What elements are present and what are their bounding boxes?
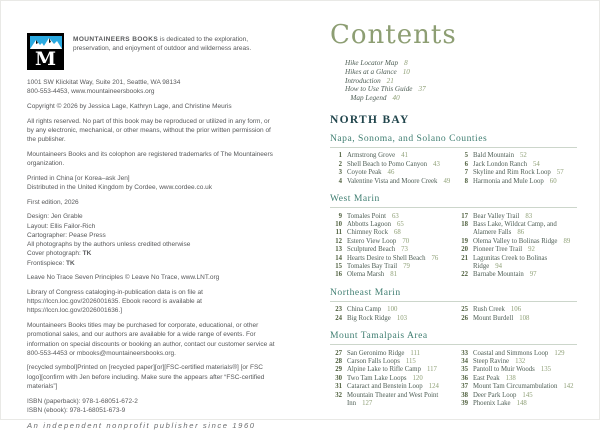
hike-page: 86: [517, 229, 525, 237]
hike-page: 111: [410, 349, 421, 357]
front-matter-title: Introduction: [345, 76, 381, 85]
hike-number: 17: [461, 212, 468, 220]
isbn-ebook: ISBN (ebook): 978-1-68051-673-9: [27, 406, 126, 414]
hike-number: 29: [335, 366, 342, 374]
hike-title: Chimney Rock: [347, 229, 388, 237]
toc-entry: [456, 169, 577, 177]
publisher-name: MOUNTAINEERS BOOKS: [73, 36, 159, 43]
hike-number: 33: [461, 349, 468, 357]
hike-number: 13: [335, 246, 342, 254]
front-matter-page: 40: [392, 94, 400, 103]
front-matter-item: [345, 59, 577, 68]
hike-title: Mount Burdell: [473, 314, 514, 322]
hike-page: 81: [390, 271, 397, 279]
hike-title: Tomales Point: [347, 212, 386, 220]
hike-title: Tomales Bay Trail: [347, 263, 398, 271]
hike-title: Coyote Peak: [347, 169, 382, 177]
address-line-1: 1001 SW Klickitat Way, Suite 201, Seattle, WA 98134: [27, 79, 181, 86]
toc-entry: [330, 263, 456, 271]
hike-title: Abbotts Lagoon: [347, 221, 391, 229]
section-heading: Mount Tamalpais Area: [330, 330, 428, 342]
contents-page: [300, 0, 600, 420]
hike-page: 68: [393, 229, 401, 237]
hike-title: Coastal and Simmons Loop: [473, 349, 549, 357]
toc-entry: [456, 315, 577, 323]
hike-page: 106: [510, 306, 522, 314]
rights-paragraph: All rights reserved. No part of this book may be reproduced or utilized in any form, or by any electronic, mechanical, or other means, without the prior written permission of the publisher.: [27, 117, 271, 144]
hike-page: 76: [431, 254, 439, 262]
hike-number: 2: [338, 160, 342, 168]
hike-page: 70: [402, 237, 410, 245]
hike-title: Olema Valley to Bolinas Ridge: [473, 237, 558, 245]
front-matter-page: 21: [386, 76, 394, 85]
toc-column-left: [330, 350, 456, 409]
toc-entry: [456, 350, 577, 358]
toc-entry: [456, 400, 577, 408]
hike-title: Harmonia and Mule Loop: [473, 177, 544, 185]
toc-entry: [330, 375, 456, 383]
hike-page: 46: [387, 169, 395, 177]
toc-column-right: [456, 152, 577, 186]
section-divider: [330, 147, 577, 148]
hike-page: 103: [396, 314, 408, 322]
hike-number: 4: [338, 177, 342, 185]
front-matter-title: Map Legend: [350, 94, 387, 103]
hike-title: Hearts Desire to Shell Beach: [347, 254, 426, 262]
publisher-mission: [73, 33, 278, 53]
hike-title: Carson Falls Loops: [347, 358, 400, 366]
hike-page: 132: [515, 358, 526, 366]
hike-number: 3: [338, 169, 342, 177]
front-matter-item: [345, 94, 577, 103]
hike-number: 15: [335, 263, 342, 271]
hike-number: 32: [335, 391, 342, 399]
trademark-paragraph: Mountaineers Books and its colophon are registered trademarks of The Mountaineers organization.: [27, 150, 273, 168]
hike-page: 43: [433, 160, 440, 168]
copyright-line: Copyright © 2026 by Jessica Lage, Kathryn Lage, and Christine Meuris: [27, 102, 232, 110]
hike-page: 94: [495, 263, 503, 271]
hike-page: 65: [397, 221, 404, 229]
isbn-paperback: ISBN (paperback): 978-1-68051-672-2: [27, 397, 138, 405]
hike-page: 79: [403, 263, 410, 271]
front-matter-title: Hike Locator Map: [345, 59, 399, 67]
toc-entry: [330, 366, 456, 374]
credit-text: All photographs by the authors unless credited otherwise: [27, 241, 191, 249]
credit-text: Cartographer: Pease Press: [27, 231, 106, 239]
section-heading: Napa, Sonoma, and Solano Counties: [330, 132, 488, 144]
hike-title: Steep Ravine: [473, 358, 510, 366]
toc-entry: [456, 255, 577, 272]
hike-page: 145: [522, 391, 533, 399]
toc-entry: [330, 350, 456, 358]
toc-column-left: [330, 213, 456, 280]
toc-entry: [330, 383, 456, 391]
hike-title: Deer Park Loop: [473, 391, 517, 399]
hike-number: 5: [464, 152, 468, 160]
section-columns: [330, 350, 577, 409]
toc-entry: [456, 152, 577, 160]
toc-entry: [456, 246, 577, 254]
front-matter-list: [345, 59, 577, 103]
hike-page: 52: [519, 152, 527, 160]
front-matter-item: [345, 77, 577, 86]
credit-tk: TK: [66, 259, 75, 267]
hike-number: 39: [461, 400, 468, 408]
front-matter-title: How to Use This Guide: [345, 85, 413, 94]
hike-page: 41: [401, 152, 408, 160]
hike-title: Cataract and Benstein Loop: [347, 383, 423, 391]
section-columns: [330, 306, 577, 323]
toc-entry: [456, 366, 577, 374]
section-napa-sonoma-solano: [330, 133, 577, 186]
hike-title: Bass Lake, Wildcat Camp, and Alamere Falls: [473, 221, 557, 237]
hike-number: 18: [461, 221, 468, 229]
hike-number: 36: [461, 374, 468, 382]
hike-number: 10: [335, 221, 342, 229]
hike-number: 16: [335, 271, 342, 279]
hike-number: 38: [461, 391, 468, 399]
hike-page: 127: [362, 400, 373, 408]
hike-title: Valentine Vista and Moore Creek: [347, 177, 438, 185]
front-matter-page: 10: [402, 67, 410, 76]
toc-entry: [330, 221, 456, 229]
credit-line: [27, 231, 278, 240]
toc-entry: [330, 246, 456, 254]
mountain-peaks-icon: [30, 36, 62, 49]
toc-entry: [456, 375, 577, 383]
hike-number: 1: [338, 152, 342, 160]
hike-number: 11: [335, 229, 342, 237]
hike-page: 89: [563, 237, 571, 245]
hike-title: Bald Mountain: [473, 152, 514, 160]
hike-page: 92: [528, 246, 535, 254]
hike-page: 57: [556, 169, 564, 177]
hike-number: 19: [461, 237, 468, 245]
toc-column-right: [456, 213, 577, 280]
hike-page: 115: [405, 358, 416, 366]
credit-line: [27, 212, 278, 221]
toc-entry: [456, 221, 577, 238]
hike-title: Rush Creek: [473, 306, 505, 314]
hike-title: Sculptured Beach: [347, 246, 396, 254]
hike-page: 97: [529, 271, 537, 279]
hike-title: Lagunitas Creek to Bolinas Ridge: [473, 254, 548, 271]
hike-title: Estero View Loop: [347, 237, 397, 245]
hike-title: Shell Beach to Pomo Canyon: [347, 160, 428, 168]
hike-page: 120: [412, 374, 423, 382]
hike-page: 135: [540, 366, 552, 374]
toc-entry: [456, 271, 577, 279]
hike-title: San Geronimo Ridge: [347, 349, 405, 357]
hike-title: Armstrong Grove: [347, 152, 396, 160]
toc-entry: [456, 213, 577, 221]
hike-page: 73: [401, 246, 408, 254]
hike-title: Barnabe Mountain: [473, 271, 524, 279]
hike-number: 26: [461, 314, 468, 322]
hike-number: 9: [338, 212, 342, 220]
hike-number: 37: [461, 383, 468, 391]
toc-column-left: [330, 152, 456, 186]
hike-page: 138: [505, 374, 516, 382]
toc-entry: [330, 315, 456, 323]
mountaineers-books-logo: [27, 33, 64, 70]
hike-page: 63: [391, 212, 399, 220]
toc-entry: [330, 255, 456, 263]
toc-entry: [456, 392, 577, 400]
section-heading: West Marin: [330, 193, 380, 205]
credit-tk: TK: [82, 250, 92, 258]
edition-line: First edition, 2026: [27, 198, 79, 206]
hike-number: 20: [461, 246, 468, 254]
publisher-block: [27, 33, 278, 70]
hike-title: Pioneer Tree Trail: [473, 246, 523, 254]
toc-entry: [330, 213, 456, 221]
section-columns: [330, 213, 577, 280]
credit-line: [27, 240, 278, 249]
hike-title: Pantoll to Muir Woods: [473, 366, 535, 374]
hike-number: 25: [461, 306, 468, 314]
publisher-tagline: An independent nonprofit publisher since 1960: [27, 420, 256, 430]
hike-page: 129: [554, 349, 565, 357]
hike-title: East Peak: [473, 374, 500, 382]
hike-page: 83: [525, 212, 533, 220]
toc-entry: [330, 169, 456, 177]
hike-number: 6: [464, 160, 468, 168]
section-divider: [330, 301, 577, 302]
toc-entry: [330, 229, 456, 237]
hike-number: 30: [335, 374, 342, 382]
hike-page: 124: [428, 383, 439, 391]
hike-number: 34: [461, 358, 468, 366]
hike-title: Skyline and Rim Rock Loop: [473, 169, 551, 177]
contents-title: Contents: [330, 20, 457, 50]
printing-paragraph: [27, 174, 278, 192]
hike-number: 21: [461, 254, 468, 262]
toc-column-right: [456, 350, 577, 409]
section-divider: [330, 207, 577, 208]
hike-number: 35: [461, 366, 468, 374]
hike-number: 22: [461, 271, 468, 279]
toc-entry: [330, 152, 456, 160]
hike-page: 108: [519, 314, 530, 322]
hike-page: 54: [532, 160, 540, 168]
distribution-line: Distributed in the United Kingdom by Cordee, www.cordee.co.uk: [27, 183, 212, 191]
address-line-2: 800-553-4453, www.mountaineersbooks.org: [27, 88, 155, 96]
part-title-north-bay: NORTH BAY: [330, 113, 410, 126]
hike-page: 148: [516, 400, 527, 408]
front-matter-page: 8: [404, 59, 408, 67]
hike-title: Mount Tam Circumambulation: [473, 383, 558, 391]
section-heading: Northeast Marin: [330, 286, 401, 298]
section-columns: [330, 152, 577, 186]
credit-text: Cover photograph:: [27, 250, 83, 258]
credit-text: Frontispiece:: [27, 259, 67, 267]
toc-entry: [330, 358, 456, 366]
hike-number: 12: [335, 237, 342, 245]
library-of-congress-paragraph: Library of Congress cataloging-in-publication data is on file at https://lccn.loc.gov/2026001635. Ebook record is available at https://lccn.loc.gov/2026001636.]: [27, 288, 203, 315]
section-mount-tamalpais: [330, 330, 577, 408]
fsc-note-paragraph: [recycled symbol]Printed on [recycled paper][or][FSC-certified materials®] [or FSC logo][confirm with Jen before including. Make sure the appears after “FSC-certified materials”]: [27, 364, 265, 390]
toc-entry: [456, 238, 577, 246]
section-west-marin: [330, 193, 577, 280]
isbn-block: [27, 397, 278, 415]
toc-entry: [456, 161, 577, 169]
hike-page: 117: [427, 366, 437, 374]
hike-title: Bear Valley Trail: [473, 212, 520, 220]
credit-text: Design: Jen Grable: [27, 213, 83, 221]
logo-sky: [30, 36, 62, 49]
logo-letter-m: M: [34, 48, 57, 70]
hike-number: 28: [335, 358, 342, 366]
hike-page: 49: [443, 177, 451, 185]
hike-page: 100: [387, 306, 398, 314]
front-matter-title: Hikes at a Glance: [345, 67, 397, 76]
hike-title: Phoenix Lake: [473, 400, 511, 408]
hike-title: Two Tam Lake Loops: [347, 374, 407, 382]
copyright-page: [0, 0, 300, 430]
front-matter-item: [345, 68, 577, 77]
toc-entry: [330, 271, 456, 279]
toc-entry: [330, 161, 456, 169]
hike-title: Big Rock Ridge: [347, 314, 391, 322]
hike-title: Mountain Theater and West Point Inn: [347, 391, 439, 408]
toc-entry: [330, 238, 456, 246]
lnt-line: Leave No Trace Seven Principles © Leave No Trace, www.LNT.org: [27, 274, 220, 282]
toc-entry: [330, 178, 456, 186]
hike-number: 31: [335, 383, 342, 391]
credit-line: [27, 259, 278, 268]
toc-column-left: [330, 306, 456, 323]
hike-page: 142: [563, 383, 574, 391]
toc-entry: [456, 178, 577, 186]
toc-entry: [330, 392, 456, 409]
hike-title: China Camp: [347, 306, 382, 314]
hike-page: 60: [549, 177, 557, 185]
hike-number: 8: [464, 177, 468, 185]
mission-text: is dedicated to the exploration, preservation, and enjoyment of outdoor and wilderness areas.: [73, 36, 252, 53]
toc-entry: [456, 306, 577, 314]
toc-entry: [330, 306, 456, 314]
section-northeast-marin: [330, 287, 577, 323]
credit-line: [27, 222, 278, 231]
toc-column-right: [456, 306, 577, 323]
front-matter-page: 37: [418, 85, 426, 94]
hike-number: 23: [335, 306, 342, 314]
credit-text: Layout: Ellis Failor-Rich: [27, 222, 96, 230]
hike-title: Alpine Lake to Rifle Camp: [347, 366, 421, 374]
toc-entry: [456, 383, 577, 391]
hike-number: 27: [335, 349, 342, 357]
publisher-address: [27, 78, 278, 96]
section-divider: [330, 344, 577, 345]
hike-number: 24: [335, 314, 342, 322]
sales-paragraph: Mountaineers Books titles may be purchased for corporate, educational, or other promotional sales, and our authors are available for a wide range of events. For information on special discounts or booking an author, contact our customer service at 800-553-4453 or mbooks@mountaineersbooks.org.: [27, 322, 275, 357]
hike-title: Olema Marsh: [347, 271, 385, 279]
front-matter-item: [345, 85, 577, 94]
hike-number: 7: [464, 169, 468, 177]
hike-number: 14: [335, 254, 342, 262]
hike-title: Jack London Ranch: [473, 160, 527, 168]
printed-line: Printed in China [or Korea–ask Jen]: [27, 174, 130, 182]
credits-list: [27, 212, 278, 267]
credit-line: [27, 249, 278, 258]
toc-entry: [456, 358, 577, 366]
